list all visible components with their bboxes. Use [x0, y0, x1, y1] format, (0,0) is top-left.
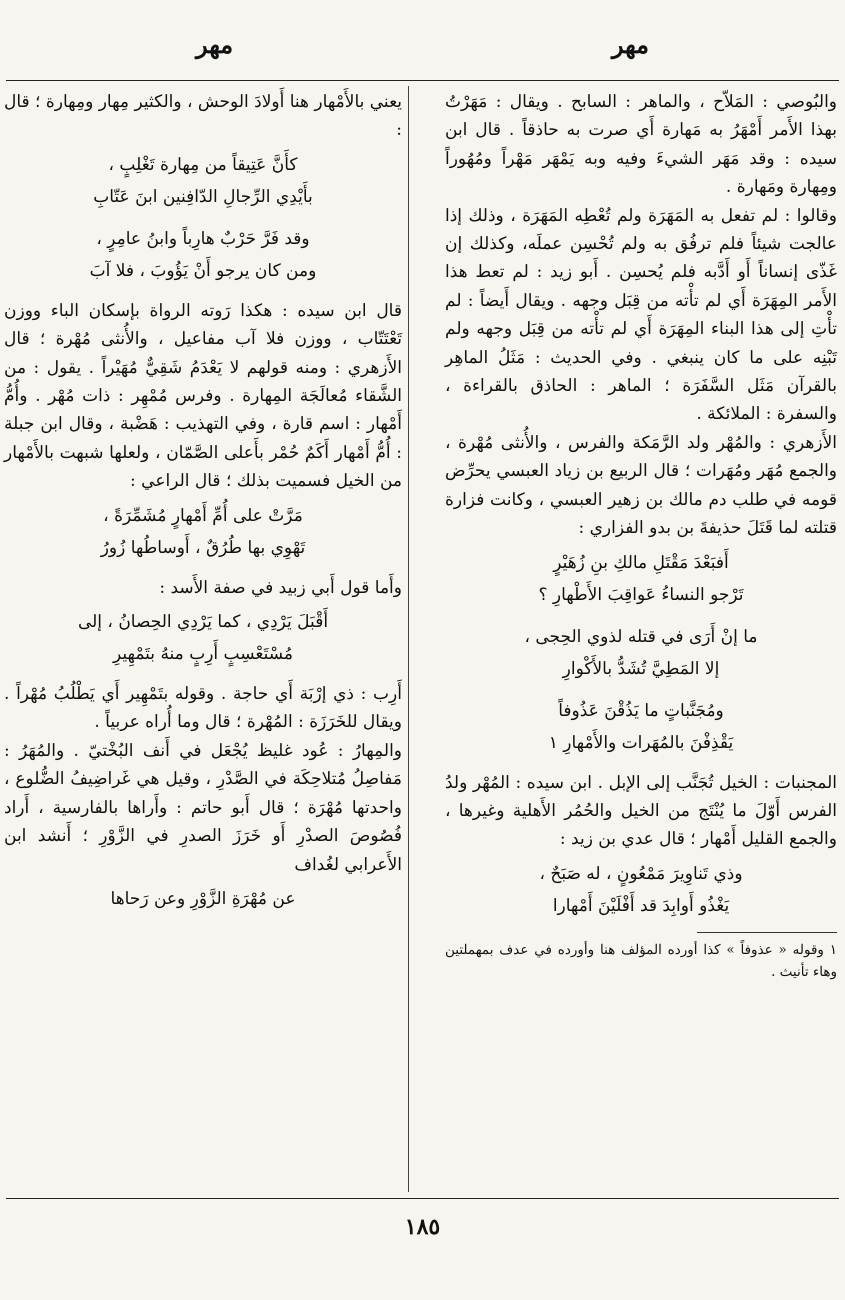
verse [4, 223, 402, 287]
verse [445, 547, 837, 611]
verse-line: مُسْتَعْسِبٍ أَرِبٍ منهُ بتَمْهِيرِ [113, 644, 293, 665]
verse [445, 621, 837, 685]
verse-line: تَهْوِي بها طُرُقٌ ، أَوساطُها زُورُ [100, 537, 306, 558]
paragraph: يعني بالأَمْهار هنا أَولادَ الوحش ، والكثير مِهار ومِهارة ؛ قال : [3, 92, 402, 141]
footnote: ١ وقوله « عذوفاً » كذا أورده المؤلف هنا وأورده في عدف بمهملتين وهاء تأنيث . [445, 941, 837, 980]
paragraph: والمِهارُ : عُود غليظ يُجْعَل في أَنف البُخْتيّ . والمُهَرُ : مَفاصِلُ مُتلاحِكَة في الصَّدْرِ ، وقيل هي غَراضِيفُ الضُّلوع ، واحدتها مُهْرَة ؛ قال أَبو حاتم : وأَراها بالفارسية ، أَراد فُصُوصَ الصدْرِ أَو خَرَزَ الصدرِ في الزَّوْرِ ؛ أَنشد ابن الأَعرابي لغُداف [4, 740, 402, 875]
verse-line: وقد فَرَّ حَرْبٌ هارِباً وابنُ عامِرٍ ، [96, 228, 310, 249]
bottom-rule [6, 1198, 839, 1199]
verse-line: أَقْبَلَ يَرْدِي ، كما يَرْدِي الحِصانُ ، إلى [77, 612, 329, 633]
paragraph: والبُوصي : المَلاّح ، والماهر : السابح . ويقال : مَهَرْتُ بهذا الأَمر أَمْهَرُ به مَهارة أَي صرت به حاذقاً . قال ابن سيده : وقد مَهَر الشيءَ وفيه وبه يَمْهَر مَهْراً ومُهُوراً ومِهارة ومَهارة . [445, 92, 837, 198]
verse [4, 883, 402, 915]
verse-line: ومُجَنَّباتٍ ما يَذُقْنَ عَذُوفاً [558, 700, 724, 721]
verse [445, 858, 837, 922]
verse-line: إلا المَطِيَّ تُشَدُّ بالأَكْوارِ [562, 658, 720, 679]
paragraph: أَرِب : ذي إرْبَة أَي حاجة . وقوله بتَمْهِير أَي يَطْلُبُ مُهْراً . ويقال للخَرَزَة : المُهْرة ؛ قال وما أُراه عربياً . [4, 684, 402, 733]
verse-line: ما إنْ أَرَى في قتله لذوي الحِجى ، [524, 626, 758, 647]
column-divider [408, 86, 409, 1192]
verse [4, 606, 402, 670]
verse-line: كأَنَّ عَتِيقاً من مِهارة تَغْلِبٍ ، [108, 154, 298, 175]
verse [4, 149, 402, 213]
right-column [445, 88, 837, 983]
verse-line: ومن كان يرجو أَنْ يَؤُوبَ ، فلا آبَ [89, 260, 317, 281]
paragraph: وأَما قول أَبي زبيد في صفة الأَسد : [159, 577, 402, 598]
verse-line: مَرَّتْ على أُمِّ أَمْهارٍ مُشَمِّرَةً ، [103, 505, 303, 526]
paragraph: المجنبات : الخيل تُجَنَّب إلى الإبل . ابن سيده : المُهْر ولدُ الفرس أَوّلَ ما يُنْتَج من الخيل والحُمُر الأَهلية وغيرها ، والجمع القليل أَمْهار ؛ قال عدي بن زيد : [445, 772, 837, 850]
verse-line: بأَيْدِي الرِّجالِ الدّافِنين ابنَ عَتّابِ [93, 186, 313, 207]
verse-line: يَغْذُو أَوابِدَ قد أَفْلَيْنَ أَمْهارا [552, 895, 730, 916]
paragraph: وقالوا : لم تفعل به المَهَرَة ولم تُعْطِه المَهَرَة ، وذلك إذا عالجت شيئاً فلم ترفُق به ولم تُحْسِن عملَه، وكذلك إن غَذّى إنساناً أَو أَدَّبه فلم يُحسِن . أَبو زيد : لم تعط هذا الأَمر المِهَرَة أَي لم تأْته من قِبَل وجهه . ويقال أَيضاً : لم تأْتِ إلى هذا البناء المِهَرَة أَي لم تأْته من قِبَل وجهه ولم تَبْنِه على ما كان ينبغي . وفي الحديث : مَثَلُ الماهِر بالقرآن مَثَل السَّفَرَة ؛ الماهر : الحاذق بالقراءة ، والسفرة : الملائكة . [445, 205, 837, 425]
left-headword: مهر [196, 30, 234, 59]
verse [4, 500, 402, 564]
paragraph: قال ابن سيده : هكذا رَوته الرواة بإسكان الباء ووزن تَعْتَتّاب ، ووزن فلا آب مفاعيل ، والأُنثى مُهْرة ؛ قال الأَزهري : ومنه قولهم لا يَعْدَمُ شَقِيٌّ مُهَيْراً . يقول : من الشَّقاء مُعالَجَة المِهارة . وفرس مُمْهِر : ذات مُهْر . وأُمُّ أَمْهار : اسم قارة ، وفي التهذيب : هَضْبة ، وقال ابن جبلة : أُمُّ أَمْهار أَكَمٌ حُمْر بأَعلى الصَّمّان ، ولعلها شبهت بالأَمْهار من الخيل فسميت بذلك ؛ قال الراعي : [4, 300, 402, 492]
verse-line: أَفبَعْدَ مَقْتَلِ مالكِ بنِ زُهَيْرٍ [553, 552, 729, 573]
verse-line: وذي تَناوِيرَ مَمْعُونٍ ، له صَبَحٌ ، [539, 863, 743, 884]
verse-line: تَرْجو النساءُ عَواقِبَ الأَطْهارِ ؟ [538, 584, 744, 605]
right-headword: مهر [611, 30, 649, 59]
page-number: ١٨٥ [404, 1214, 441, 1240]
verse-line: يَقْذِفْنَ بالمُهَرات والأَمْهارِ ١ [548, 732, 734, 753]
left-column [4, 88, 402, 925]
footnote-rule [697, 932, 837, 933]
top-rule [6, 80, 839, 81]
verse-line: عن مُهْرَةِ الزَّوْرِ وعن رَحاها [110, 888, 296, 909]
paragraph: الأَزهري : والمُهْر ولد الرَّمَكة والفرس ، والأُنثى مُهْرة ، والجمع مُهَر ومُهَرات ؛ قال الربيع بن زياد العبسي يحرِّض قومه في طلب دم مالك بن زهير العبسي ، وكانت فزارة قتلته لما قَتَلَ حذيفةَ بن بدو الفزاري : [445, 432, 837, 539]
verse [445, 695, 837, 759]
